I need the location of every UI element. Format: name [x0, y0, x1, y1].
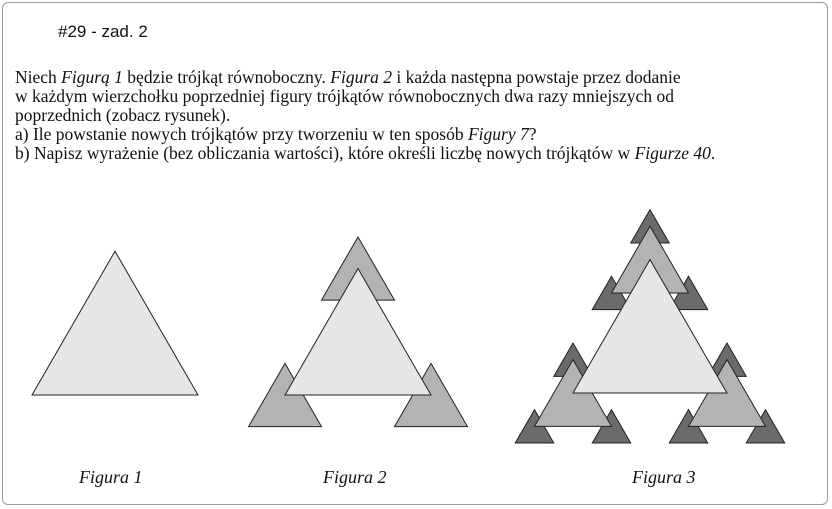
- text-run-italic: Figurze 40: [634, 143, 711, 163]
- text-run: a) Ile powstanie nowych trójkątów przy tworzeniu w ten sposób: [15, 124, 468, 144]
- text-run: poprzednich (zobacz rysunek).: [15, 105, 231, 125]
- figure-3: [515, 210, 785, 443]
- text-run: w każdym wierzchołku poprzedniej figury trójkątów równobocznych dwa razy mniejszych od: [15, 86, 674, 106]
- text-run: i każda następna powstaje przez dodanie: [392, 67, 681, 87]
- figure-1: [32, 251, 198, 395]
- text-run-italic: Figury 7: [467, 124, 529, 144]
- text-run: b) Napisz wyrażenie (bez obliczania wartości), które określi liczbę nowych trójkątów w: [15, 143, 635, 163]
- caption-figure-3: Figura 3: [632, 467, 696, 487]
- text-run: ?: [528, 124, 537, 144]
- caption-figure-2: Figura 2: [323, 467, 387, 487]
- text-run: będzie trójkąt równoboczny.: [122, 67, 331, 87]
- exercise-title: #29 - zad. 2: [58, 22, 148, 41]
- text-run-italic: Figurą 1: [61, 67, 123, 87]
- figure-2: [249, 237, 468, 427]
- caption-figure-1: Figura 1: [79, 467, 143, 487]
- triangle-level-1: [32, 251, 198, 395]
- text-run: .: [710, 143, 716, 163]
- text-run: Niech: [15, 67, 62, 87]
- triangle-level-1: [573, 260, 727, 393]
- text-run-italic: Figura 2: [330, 67, 393, 87]
- triangle-level-1: [285, 269, 431, 395]
